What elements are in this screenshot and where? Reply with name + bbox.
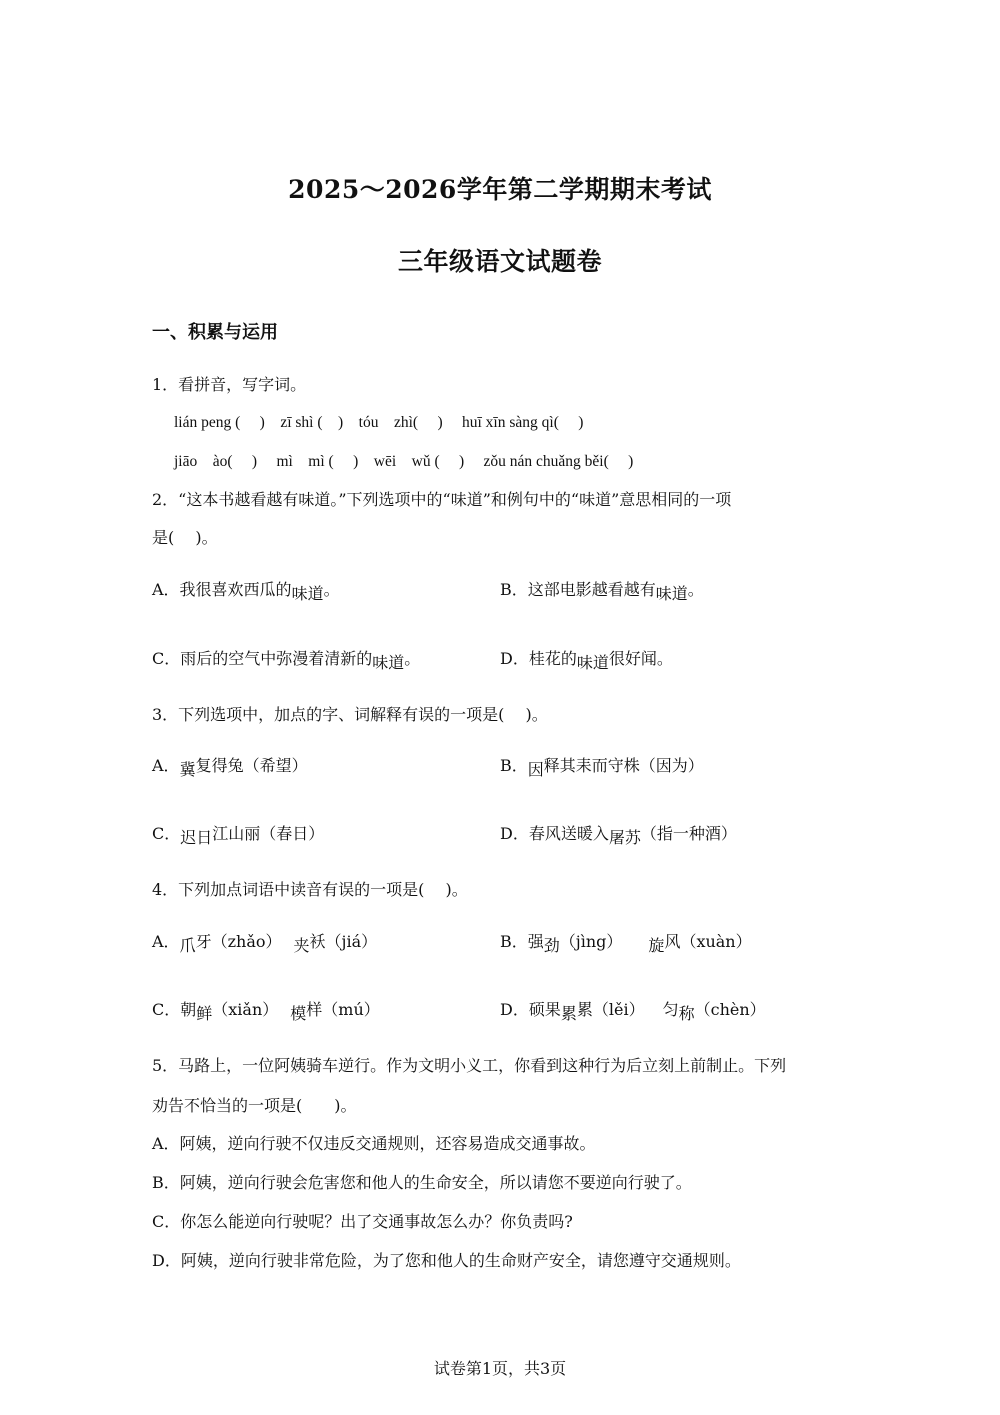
exam-title: 2025～2026学年第二学期期末考试 <box>288 175 712 204</box>
question-1-stem: 1．看拼音，写字词。 <box>152 375 307 394</box>
dotted-word: 劲 <box>543 936 560 955</box>
question-2-option-c: C．雨后的空气中弥漫着清新的味道。 <box>152 649 421 672</box>
question-5-stem-line-1: 5．马路上，一位阿姨骑车逆行。作为文明小义工，你看到这种行为后立刻上前制止。下列 <box>152 1056 787 1075</box>
dotted-word: 冀 <box>179 760 196 779</box>
dotted-word: 累 <box>560 1004 577 1023</box>
question-4-option-d: D．硕果累累（lěi） 匀称（chèn） <box>500 1000 766 1023</box>
dotted-word: 味道 <box>372 653 405 672</box>
question-3-option-d: D．春风送暖入屠苏（指一种酒） <box>500 824 737 847</box>
dotted-word: 屠苏 <box>608 828 641 847</box>
section-heading: 一、积累与运用 <box>152 322 278 343</box>
dotted-word: 旋 <box>648 936 665 955</box>
dotted-word: 味道 <box>655 584 688 603</box>
question-3-option-c: C．迟日江山丽（春日） <box>152 824 325 847</box>
dotted-word: 模 <box>290 1004 307 1023</box>
question-5-option-b: B．阿姨，逆向行驶会危害您和他人的生命安全，所以请您不要逆向行驶了。 <box>152 1173 692 1192</box>
question-2-option-b: B．这部电影越看越有味道。 <box>500 580 704 603</box>
question-4-option-a: A．爪牙（zhǎo） 夹袄（jiá） <box>152 932 378 955</box>
page-footer: 试卷第1页，共3页 <box>433 1359 567 1378</box>
question-2-stem-line-1: 2．“这本书越看越有味道。”下列选项中的“味道”和例句中的“味道”意思相同的一项 <box>152 490 732 509</box>
dotted-word: 味道 <box>291 584 324 603</box>
dotted-word: 因 <box>527 760 544 779</box>
question-3-stem: 3．下列选项中，加点的字、词解释有误的一项是( )。 <box>152 705 548 724</box>
question-1-pinyin-row-2: jiāo ào( ) mì mì ( ) wēi wǔ ( ) zǒu nán chuǎng běi( ) <box>174 453 634 470</box>
question-4-option-c: C．朝鲜（xiǎn） 模样（mú） <box>152 1000 380 1023</box>
question-2-option-d: D．桂花的味道很好闻。 <box>500 649 673 672</box>
dotted-word: 味道 <box>576 653 609 672</box>
question-1-pinyin-row-1: lián peng ( ) zī shì ( ) tóu zhì( ) huī xīn sàng qì( ) <box>174 414 584 431</box>
question-4-stem: 4．下列加点词语中读音有误的一项是( )。 <box>152 880 468 899</box>
question-5-option-a: A．阿姨，逆向行驶不仅违反交通规则，还容易造成交通事故。 <box>152 1134 596 1153</box>
question-3-option-b: B．因释其耒而守株（因为） <box>500 756 704 779</box>
dotted-word: 迟日 <box>180 828 213 847</box>
dotted-word: 称 <box>678 1004 695 1023</box>
question-3-option-a: A．冀复得兔（希望） <box>152 756 308 779</box>
dotted-word: 爪 <box>179 936 196 955</box>
question-2-option-a: A．我很喜欢西瓜的味道。 <box>152 580 340 603</box>
exam-subtitle: 三年级语文试题卷 <box>397 247 602 276</box>
dotted-word: 鲜 <box>196 1004 213 1023</box>
question-4-option-b: B．强劲（jìng） 旋风（xuàn） <box>500 932 752 955</box>
dotted-word: 夹 <box>293 936 310 955</box>
question-5-option-d: D．阿姨，逆向行驶非常危险，为了您和他人的生命财产安全，请您遵守交通规则。 <box>152 1251 741 1270</box>
question-5-stem-line-2: 劝告不恰当的一项是( )。 <box>152 1096 357 1115</box>
question-2-stem-line-2: 是( )。 <box>152 528 218 547</box>
question-5-option-c: C．你怎么能逆向行驶呢？出了交通事故怎么办？你负责吗? <box>152 1212 573 1231</box>
